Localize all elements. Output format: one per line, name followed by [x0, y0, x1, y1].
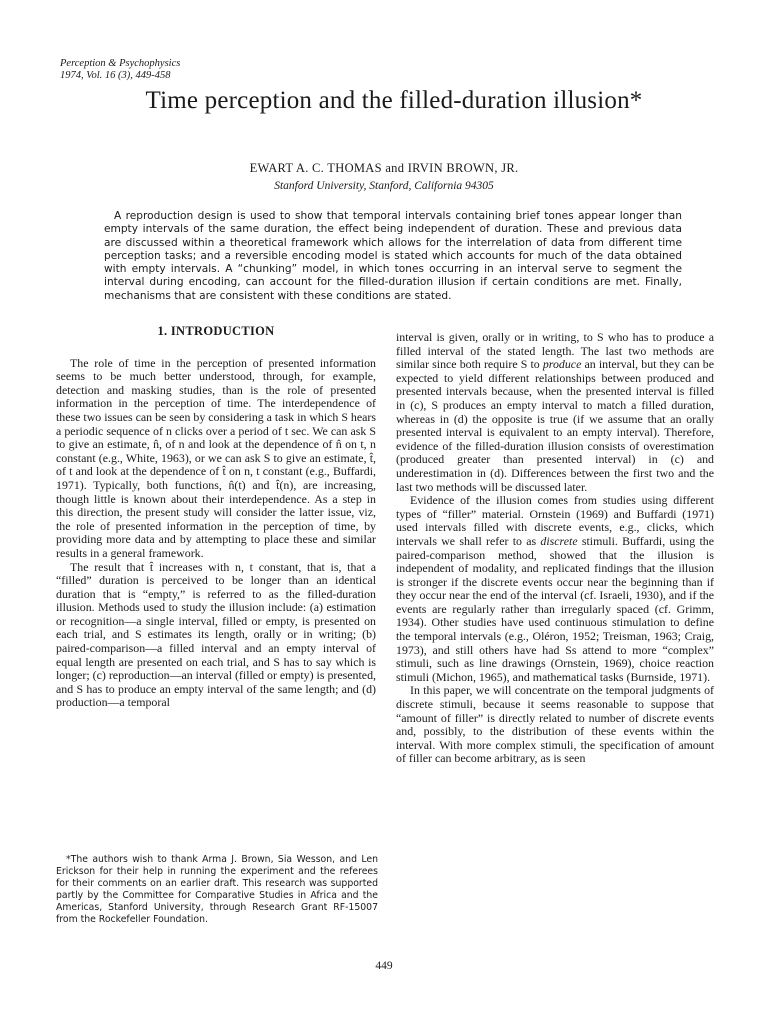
intro-paragraph-2: The result that t̂ increases with n, t constant, that is, that a “filled” duration is perceived to be longer than an identical duration that is “empty,” is referred to as the filled-duration illusion. Methods used to study the illusion include: (a) estimation or recognition—a single interval, filled or empty, is presented on each trial, and S estimates its length, orally or in writing; (b) paired-comparison—a filled interval and an empty interval of equal length are presented on each trial, and S has to say which is longer; (c) reproduction—an interval (filled or empty) is presented, and S has to produce an empty interval of the same length; and (d) production—a temporal: [56, 559, 376, 710]
journal-volume: 1974, Vol. 16 (3), 449-458: [60, 70, 171, 81]
emphasis-discrete: discrete: [540, 533, 578, 548]
intro-paragraph-1: The role of time in the perception of presented information seems to be much better understood, through, for example, detection and masking studies, than is the role of presented information in the perception of time. The interdependence of these two issues can be seen by considering a task in which S hears a periodic sequence of n clicks over a period of t sec. We can ask S to give an estimate, n̂, of n and look at the dependence of n̂ on t, n constant (e.g., White, 1963), or we can ask S to give an estimate, t̂, of t and look at the dependence of t̂ on n, t constant (e.g., Buffardi, 1971). Typically, both functions, n̂(t) and t̂(n), are increasing, though little is known about their interdependence. As a step in this direction, the present study will consider the latter issue, viz, the role of presented information in the perception of time, by providing more data and by attempting to place these and similar results in a general framework.: [56, 355, 376, 560]
abstract: A reproduction design is used to show that temporal intervals containing brief tones appear longer than empty intervals of the same duration, the effect being independent of duration. These and previous data are discussed within a theoretical framework which allows for the interrelation of data from different time perception tasks; and a reversible encoding model is stated which accounts for much of the data obtained with empty intervals. A “chunking” model, in which tones occurring in an interval serve to segment the interval during encoding, can account for the filled-duration illusion if certain conditions are met. Finally, mechanisms that are consistent with these conditions are stated.: [104, 210, 682, 302]
right-column: [396, 331, 714, 766]
body-paragraph-evidence: [396, 494, 714, 684]
acknowledgement-footnote: *The authors wish to thank Arma J. Brown, Sia Wesson, and Len Erickson for their help in running the experiment and the referees for their comments on an earlier draft. This research was supported partly by the Committee for Comparative Studies in Africa and the Americas, Stanford University, through Research Grant RF-15007 from the Rockefeller Foundation.: [56, 854, 378, 925]
journal-citation: [60, 58, 180, 82]
page-number: 449: [375, 960, 393, 972]
body-paragraph-continued: [396, 331, 714, 494]
text-run: an interval, but they can be expected to yield different relationships between produced and presented intervals because, when the presented interval is filled in (c), S produces an empty interval to match a filled duration, whereas in (d) the opposite is true (if we assume that an orally presented interval is equivalent to an empty interval). Therefore, evidence of the filled-duration illusion consists of overestimation (produced greater than presented interval) in (c) and underestimation in (d). Differences between the first two and the last two methods will be discussed later.: [396, 357, 714, 494]
journal-name: Perception & Psychophysics: [60, 58, 181, 69]
left-column: [56, 325, 376, 710]
section-heading: 1. INTRODUCTION: [157, 324, 275, 338]
body-paragraph-this-paper: In this paper, we will concentrate on the temporal judgments of discrete stimuli, because it seems reasonable to suppose that “amount of filler” is directly related to number of discrete events and, possibly, to the distribution of these events within the interval. With more complex stimuli, the specification of amount of filler can become arbitrary, as is seen: [396, 683, 714, 766]
author-affiliation: Stanford University, Stanford, California 94305: [274, 180, 494, 192]
emphasis-produce: produce: [542, 357, 582, 372]
text-run: stimuli. Buffardi, using the paired-comparison method, showed that the illusion is independent of modality, and replicated findings that the illusion is stronger if the discrete events occur near the beginning than if they occur near the end of the interval (cf. Israeli, 1930), and if the events are regularly rather than irregularly spaced (cf. Grimm, 1934). Other studies have used continuous stimulation to define the temporal intervals (e.g., Oléron, 1952; Treisman, 1963; Craig, 1973), and still others have had Ss attend to more “complex” stimuli, such as line drawings (Ornstein, 1969), choice reaction stimuli (Michon, 1965), and mathematical tasks (Burnside, 1971).: [396, 533, 714, 684]
text-run: interval is given, orally or in writing, to S who has to produce a filled interval of the stated length. The last two methods are similar since both require S to: [396, 330, 714, 372]
article-title: Time perception and the filled-duration illusion*: [145, 87, 643, 114]
author-names: EWART A. C. THOMAS and IRVIN BROWN, JR.: [249, 161, 519, 175]
text-run: Evidence of the illusion comes from studies using different types of “filler” material. Ornstein (1969) and Buffardi (1971) used intervals filled with discrete events, e.g., clicks, which intervals we shall refer to as: [396, 493, 714, 548]
